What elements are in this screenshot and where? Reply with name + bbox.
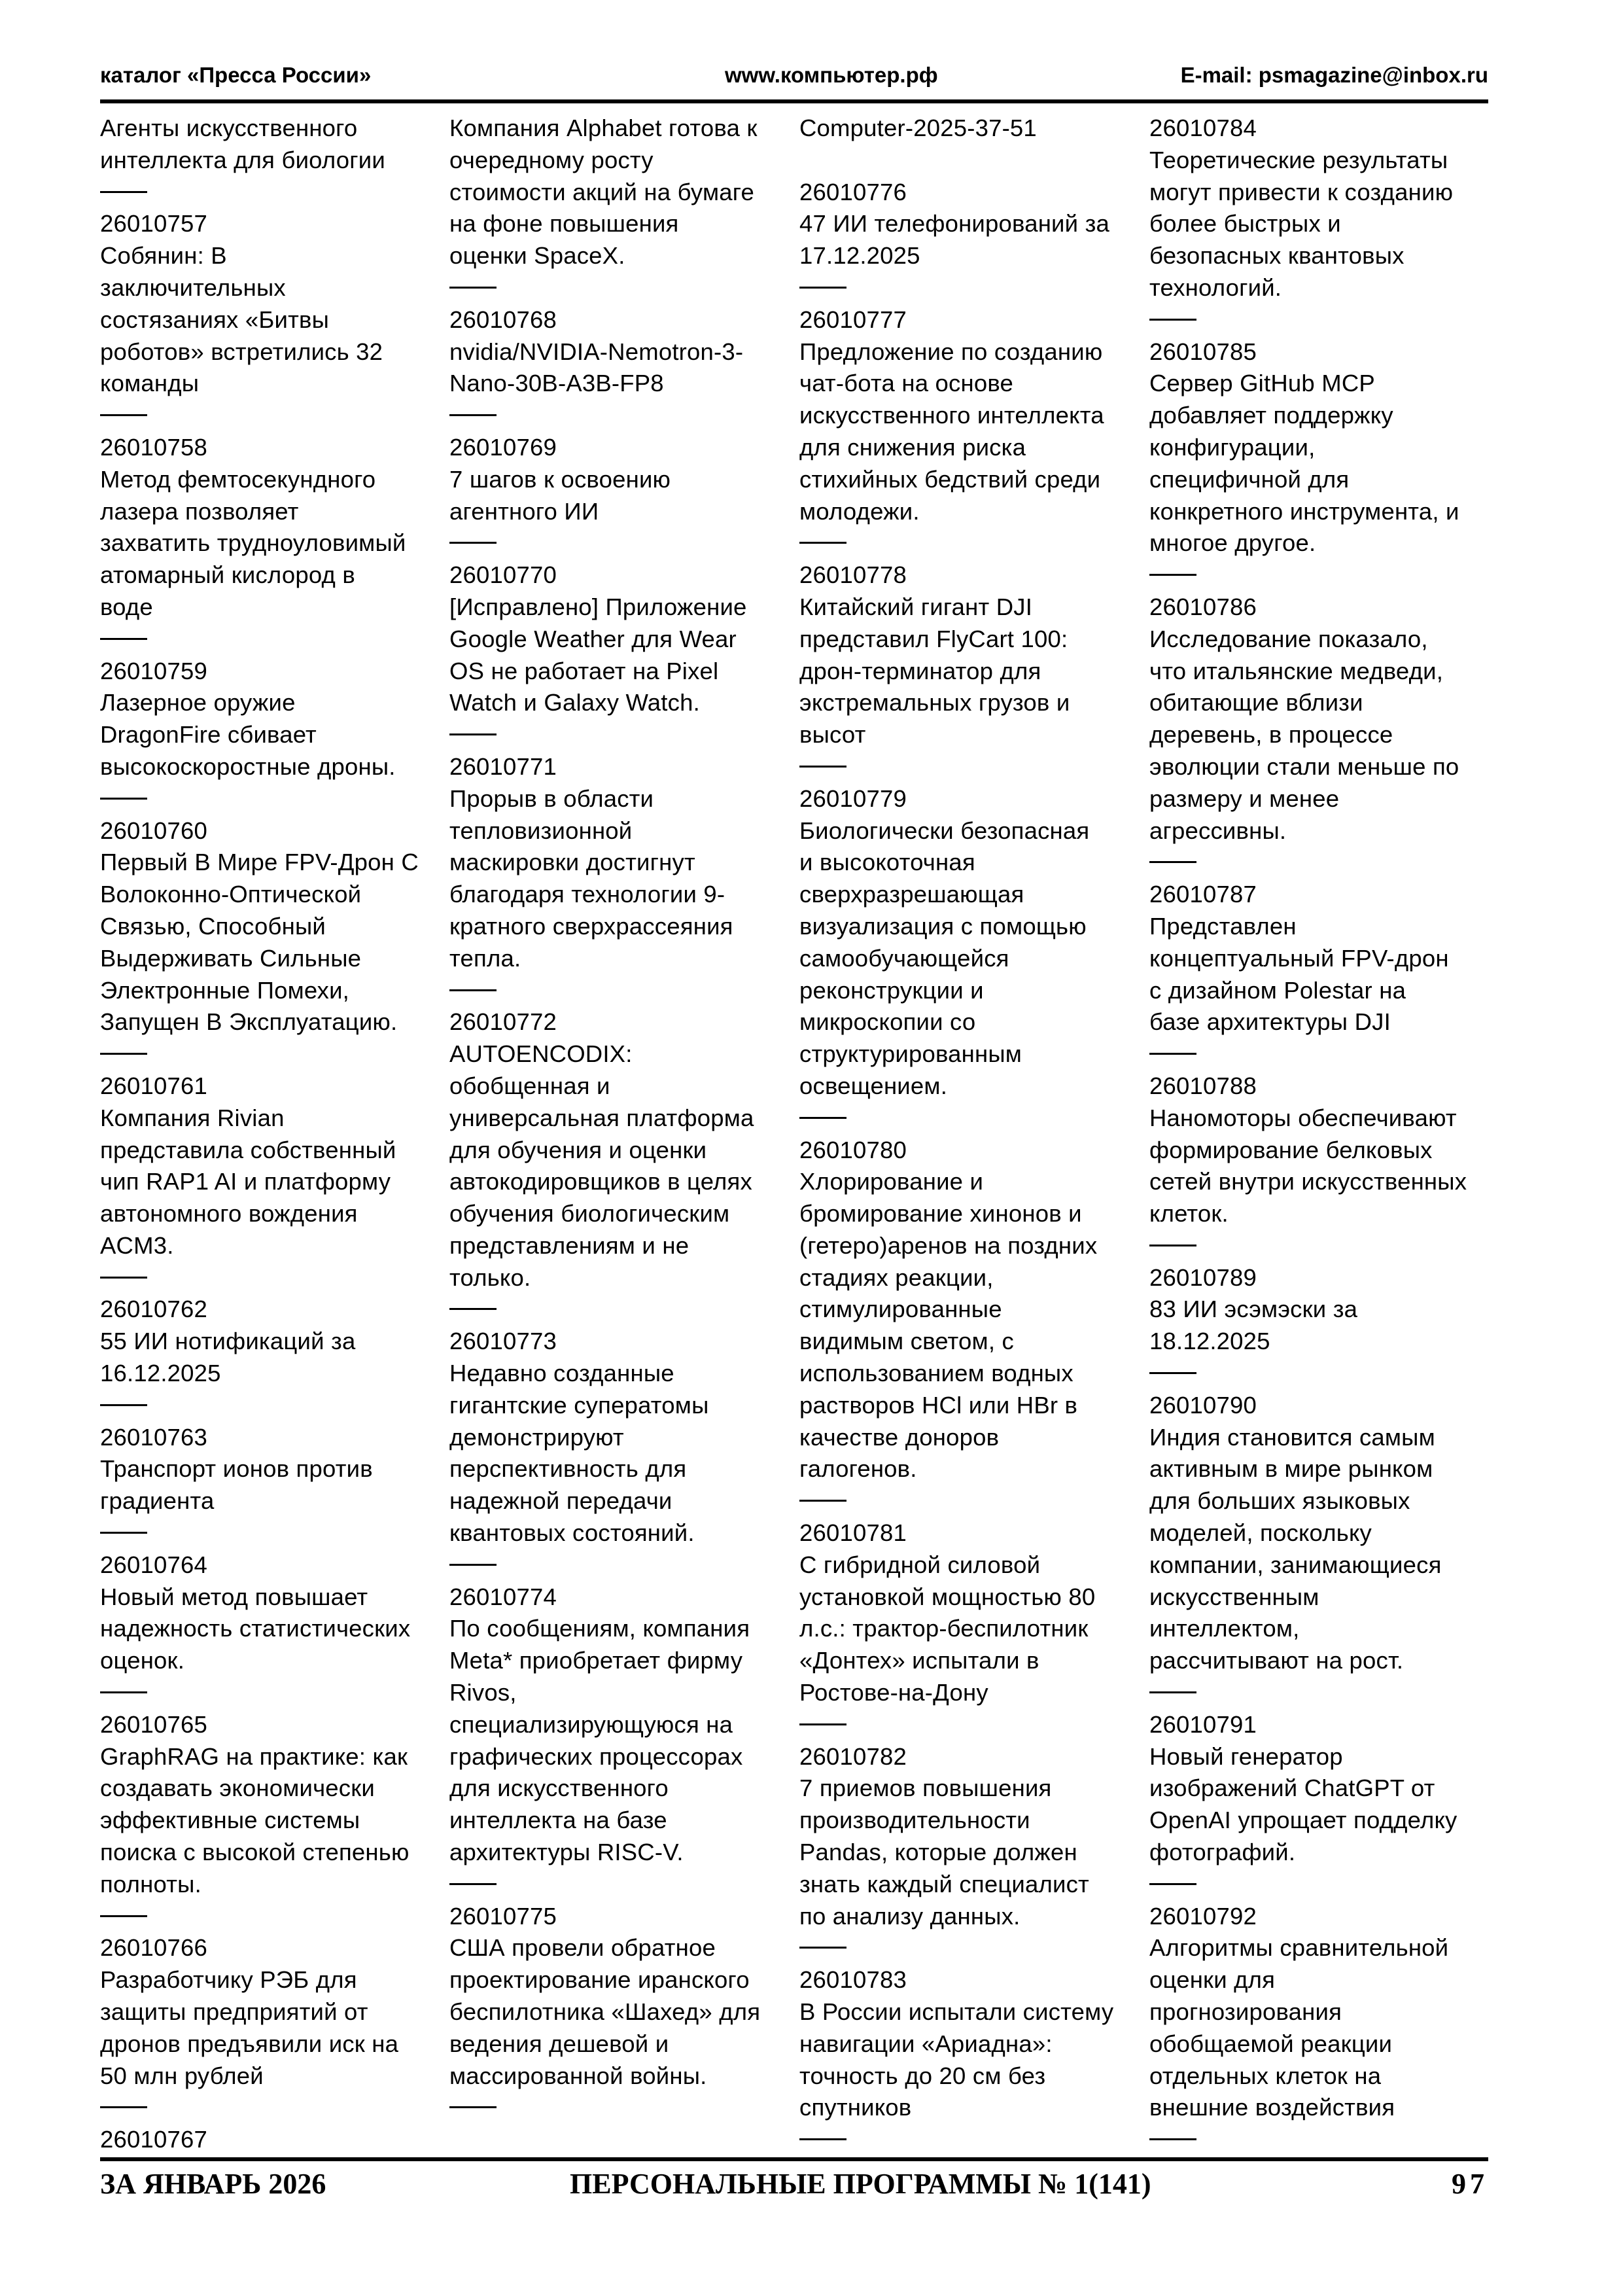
entry-text-line: качестве доноров <box>799 1423 1000 1451</box>
entry-text-line: представила собственный <box>100 1136 396 1163</box>
entry-id: 26010765 <box>100 1710 207 1738</box>
entry-text-line: Предложение по созданию <box>799 338 1103 365</box>
entry-text-line: Google Weather для Wear <box>449 625 737 652</box>
entry-text-line: полноты. <box>100 1870 201 1898</box>
entry-id: 26010761 <box>100 1072 207 1099</box>
entry-text-line: Лазерное оружие <box>100 689 296 716</box>
entry-text-line: на фоне повышения <box>449 210 679 238</box>
entry-text-line: автономного вождения <box>100 1200 358 1227</box>
entry-text-line: агрессивны. <box>1149 817 1287 844</box>
entry-text-line: США провели обратное <box>449 1934 716 1962</box>
entry-separator <box>799 1103 1133 1135</box>
entry-separator <box>449 975 783 1007</box>
entry-text-line: 16.12.2025 <box>100 1360 221 1387</box>
entry-separator <box>1149 847 1483 879</box>
entry-text-line: состязаниях «Битвы <box>100 306 330 333</box>
entry-text-line: Computer-2025-37-51 <box>799 115 1037 141</box>
entry-text-line: [Исправлено] Приложение <box>449 593 747 620</box>
entry-id: 26010783 <box>799 1966 907 1994</box>
entry-text-line: массированной войны. <box>449 2062 707 2089</box>
footer-rule <box>100 2157 1488 2161</box>
entry-text-line: OS не работает на Pixel <box>449 657 719 684</box>
entry-text-line: использованием водных <box>799 1360 1073 1387</box>
entry-text-line: Новый метод повышает <box>100 1583 368 1610</box>
entry-text-line: безопасных квантовых <box>1149 242 1405 270</box>
entry-text-line: В России испытали систему <box>799 1998 1114 2026</box>
entry-text-line: представлениям и не <box>449 1231 689 1259</box>
entry-text-line: эффективные системы <box>100 1807 360 1834</box>
entry-text-line: атомарный кислород в <box>100 561 355 589</box>
entry-text-line: микроскопии со <box>799 1008 976 1036</box>
entry-id: 26010760 <box>100 817 207 844</box>
entry-text-line: 50 млн рублей <box>100 2062 264 2089</box>
entry-text-line: Новый генератор <box>1149 1742 1343 1770</box>
entry-text-line: только. <box>449 1263 531 1291</box>
entry-separator <box>1149 1677 1483 1709</box>
entry-text-line: По сообщениям, компания <box>449 1615 750 1642</box>
entry-separator <box>100 2092 434 2124</box>
entry-text-line: видимым светом, с <box>799 1328 1014 1355</box>
entry-text-line: воде <box>100 593 153 620</box>
entry-text-line: DragonFire сбивает <box>100 721 317 749</box>
entry-id: 26010782 <box>799 1742 907 1770</box>
entry-separator <box>799 1709 1133 1741</box>
entry-text-line: «Донтех» испытали в <box>799 1647 1039 1674</box>
entry-id: 26010771 <box>449 752 557 780</box>
entry-text-line: AUTOENCODIX: <box>449 1040 633 1068</box>
entry-text-line: внешние воздействия <box>1149 2094 1395 2121</box>
entry-text-line: гигантские суператомы <box>449 1391 709 1419</box>
entry-text-line: чат-бота на основе <box>799 370 1014 397</box>
entry-text-line: Наномоторы обеспечивают <box>1149 1104 1457 1131</box>
entry-separator <box>1149 304 1483 336</box>
entry-text-line: С гибридной силовой <box>799 1551 1041 1578</box>
entry-text-line: команды <box>100 370 200 397</box>
entry-text-line: 7 приемов повышения <box>799 1775 1052 1802</box>
entry-text-line: высот <box>799 721 866 749</box>
column-1 <box>100 113 434 2156</box>
entry-text-line: моделей, поскольку <box>1149 1519 1372 1547</box>
entry-text-line: проектирование иранского <box>449 1966 750 1994</box>
entry-text-line: конкретного инструмента, и <box>1149 497 1459 525</box>
page-header <box>100 63 1488 94</box>
entry-text-line: благодаря технологии 9- <box>449 881 725 908</box>
entry-id: 26010768 <box>449 306 557 333</box>
entry-text-line: технологий. <box>1149 274 1282 301</box>
entry-text-line: Китайский гигант DJI <box>799 593 1033 620</box>
entry-id: 26010769 <box>449 433 557 461</box>
entry-text-line: обитающие вблизи <box>1149 689 1363 716</box>
entry-text-line: бромирование хинонов и <box>799 1200 1082 1227</box>
entry-separator <box>799 2124 1133 2156</box>
entry-separator <box>100 1677 434 1709</box>
entry-text-line: OpenAI упрощает подделку <box>1149 1807 1457 1834</box>
entry-text-line: тепловизионной <box>449 817 633 844</box>
entry-id: 26010776 <box>799 178 907 205</box>
entry-text-line: маскировки достигнут <box>449 849 695 876</box>
column-4 <box>1149 113 1483 2156</box>
entry-id: 26010758 <box>100 433 207 461</box>
entry-text-line: оценки SpaceX. <box>449 242 625 270</box>
entry-id: 26010775 <box>449 1902 557 1930</box>
entry-id: 26010779 <box>799 785 907 812</box>
entry-text-line: автокодировщиков в целях <box>449 1168 752 1195</box>
entry-text-line: сверхразрешающая <box>799 881 1024 908</box>
entry-id: 26010772 <box>449 1008 557 1036</box>
entry-text-line: 83 ИИ эсэмэски за <box>1149 1296 1358 1323</box>
entry-text-line: очередному росту <box>449 146 654 173</box>
entry-text-line: интеллектом, <box>1149 1615 1300 1642</box>
entry-text-line: искусственного интеллекта <box>799 402 1104 429</box>
entry-text-line: Компания Alphabet готова к <box>449 115 758 141</box>
entry-id: 26010764 <box>100 1551 207 1578</box>
entry-text-line: активным в мире рынком <box>1149 1455 1433 1483</box>
entry-text-line: самообучающейся <box>799 944 1009 972</box>
entry-text-line: для искусственного <box>449 1775 669 1802</box>
entry-text-line: галогенов. <box>799 1455 917 1483</box>
entry-text-line: производительности <box>799 1807 1030 1834</box>
entry-text-line: nvidia/NVIDIA-Nemotron-3- <box>449 338 744 365</box>
entry-separator <box>449 400 783 432</box>
entry-text-line: стоимости акций на бумаге <box>449 178 754 205</box>
entry-id: 26010759 <box>100 657 207 684</box>
entry-text-line: Представлен <box>1149 912 1297 940</box>
entry-text-line: реконструкции и <box>799 976 984 1004</box>
entry-text-line: демонстрируют <box>449 1423 624 1451</box>
entry-text-line: представил FlyCart 100: <box>799 625 1068 652</box>
entry-id: 26010777 <box>799 306 907 333</box>
footer-issue-date: ЗА ЯНВАРЬ 2026 <box>100 2168 326 2200</box>
entry-text-line: навигации «Ариадна»: <box>799 2030 1053 2057</box>
entry-text-line: Исследование показало, <box>1149 625 1428 652</box>
entry-text-line: графических процессорах <box>449 1742 743 1770</box>
entry-text-line: освещением. <box>799 1072 948 1099</box>
entry-text-line: дрон-терминатор для <box>799 657 1041 684</box>
entry-text-line: Волоконно-Оптической <box>100 881 362 908</box>
entry-text-line: с дизайном Polestar на <box>1149 976 1406 1004</box>
entry-text-line: интеллекта для биологии <box>100 146 385 173</box>
entry-id: 26010781 <box>799 1519 907 1547</box>
entry-text-line: интеллекта на базе <box>449 1807 667 1834</box>
entry-id: 26010789 <box>1149 1263 1257 1291</box>
entry-id: 26010792 <box>1149 1902 1257 1930</box>
entry-text-line: отдельных клеток на <box>1149 2062 1382 2089</box>
entry-text-line: растворов HCl или HBr в <box>799 1391 1078 1419</box>
page-number: 97 <box>1452 2168 1488 2200</box>
entry-text-line: Теоретические результаты <box>1149 146 1448 173</box>
header-email: E-mail: psmagazine@inbox.ru <box>1180 63 1488 87</box>
entry-text-line: Компания Rivian <box>100 1104 285 1131</box>
entry-id: 26010780 <box>799 1136 907 1163</box>
entry-text-line: роботов» встретились 32 <box>100 338 383 365</box>
entry-text-line: Meta* приобретает фирму <box>449 1647 743 1674</box>
entry-text-line: Разработчику РЭБ для <box>100 1966 357 1994</box>
entry-text-line: 55 ИИ нотификаций за <box>100 1328 356 1355</box>
entry-text-line: Pandas, которые должен <box>799 1839 1077 1866</box>
entry-separator <box>799 751 1133 783</box>
entry-text-line: Сервер GitHub MCP <box>1149 370 1375 397</box>
entry-text-line: градиента <box>100 1487 215 1515</box>
entry-text-line: Метод фемтосекундного <box>100 465 376 493</box>
entry-text-line: добавляет поддержку <box>1149 402 1393 429</box>
entry-text-line: обучения биологическим <box>449 1200 730 1227</box>
entry-text-line: Транспорт ионов против <box>100 1455 373 1483</box>
entry-text-line: размеру и менее <box>1149 785 1340 812</box>
entry-text-line: беспилотника «Шахед» для <box>449 1998 761 2026</box>
entry-text-line: 7 шагов к освоению <box>449 465 671 493</box>
entry-text-line: универсальная платформа <box>449 1104 754 1131</box>
entry-text-line: дронов предъявили иск на <box>100 2030 399 2057</box>
entry-text-line: сетей внутри искусственных <box>1149 1168 1467 1195</box>
entry-separator <box>1149 1230 1483 1262</box>
entry-text-line: для снижения риска <box>799 433 1026 461</box>
entry-text-line: стадиях реакции, <box>799 1263 994 1291</box>
entry-id: 26010762 <box>100 1296 207 1323</box>
entry-text-line: рассчитывают на рост. <box>1149 1647 1404 1674</box>
entry-text-line: эволюции стали меньше по <box>1149 752 1459 780</box>
entry-text-line: Прорыв в области <box>449 785 654 812</box>
entry-text-line: специфичной для <box>1149 465 1350 493</box>
entry-text-line: Nano-30B-A3B-FP8 <box>449 370 664 397</box>
article-columns <box>0 113 1623 2154</box>
entry-id: 26010784 <box>1149 115 1257 141</box>
entry-separator <box>1149 559 1483 592</box>
entry-text-line: ACM3. <box>100 1231 174 1259</box>
entry-id: 26010770 <box>449 561 557 589</box>
entry-id: 26010774 <box>449 1583 557 1610</box>
entry-separator <box>449 2092 783 2124</box>
entry-text-line: кратного сверхрассеяния <box>449 912 733 940</box>
entry-text-line: концептуальный FPV-дрон <box>1149 944 1449 972</box>
entry-text-line: Rivos, <box>449 1679 517 1706</box>
entry-id: 26010788 <box>1149 1072 1257 1099</box>
entry-text-line: фотографий. <box>1149 1839 1296 1866</box>
entry-separator <box>449 527 783 559</box>
entry-text-line: Связью, Способный <box>100 912 326 940</box>
entry-id: 26010791 <box>1149 1710 1257 1738</box>
entry-text-line: Ростове-на-Дону <box>799 1679 988 1706</box>
entry-text-line: Хлорирование и <box>799 1168 984 1195</box>
entry-text-line: что итальянские медведи, <box>1149 657 1444 684</box>
entry-id: 26010790 <box>1149 1391 1257 1419</box>
entry-text-line: установкой мощностью 80 <box>799 1583 1096 1610</box>
entry-id: 26010766 <box>100 1934 207 1962</box>
entry-separator <box>100 1038 434 1070</box>
entry-separator <box>100 1390 434 1422</box>
entry-text-line: Индия становится самым <box>1149 1423 1435 1451</box>
entry-separator <box>799 272 1133 304</box>
entry-text-line: конфигурации, <box>1149 433 1316 461</box>
entry-text-line: защиты предприятий от <box>100 1998 368 2026</box>
entry-id: 26010778 <box>799 561 907 589</box>
entry-separator <box>799 1485 1133 1517</box>
entry-text-line: экстремальных грузов и <box>799 689 1070 716</box>
column-3 <box>799 113 1133 2156</box>
entry-text-line: для обучения и оценки <box>449 1136 707 1163</box>
entry-text-line: искусственным <box>1149 1583 1319 1610</box>
entry-id: 26010785 <box>1149 338 1257 365</box>
entry-text-line: создавать экономически <box>100 1775 375 1802</box>
entry-text-line: 47 ИИ телефонирований за <box>799 210 1110 238</box>
entry-text-line: и высокоточная <box>799 849 975 876</box>
entry-separator <box>1149 1869 1483 1901</box>
entry-text-line: обобщенная и <box>449 1072 610 1099</box>
footer-magazine-title: ПЕРСОНАЛЬНЫЕ ПРОГРАММЫ № 1(141) <box>570 2168 1151 2200</box>
entry-separator <box>799 1932 1133 1964</box>
entry-text-line: Биологически безопасная <box>799 817 1090 844</box>
entry-text-line: 17.12.2025 <box>799 242 920 270</box>
entry-text-line: базе архитектуры DJI <box>1149 1008 1391 1036</box>
entry-separator <box>100 1901 434 1933</box>
entry-text-line: клеток. <box>1149 1200 1229 1227</box>
header-rule <box>100 99 1488 103</box>
entry-separator <box>449 1869 783 1901</box>
entry-separator <box>449 272 783 304</box>
entry-text-line: стимулированные <box>799 1296 1002 1323</box>
entry-text-line: Агенты искусственного <box>100 115 358 141</box>
entry-text-line: заключительных <box>100 274 286 301</box>
entry-text-line: молодежи. <box>799 497 920 525</box>
entry-text-line: (гетеро)аренов на поздних <box>799 1231 1098 1259</box>
entry-text-line: изображений ChatGPT от <box>1149 1775 1435 1802</box>
entry-text-line: многое другое. <box>1149 529 1316 557</box>
entry-text-line: деревень, в процессе <box>1149 721 1393 749</box>
entry-text-line: лазера позволяет <box>100 497 299 525</box>
entry-text-line: структурированным <box>799 1040 1022 1068</box>
entry-text-line: перспективность для <box>449 1455 687 1483</box>
entry-text-line: стихийных бедствий среди <box>799 465 1101 493</box>
entry-separator <box>100 177 434 209</box>
entry-text-line: квантовых состояний. <box>449 1519 695 1547</box>
entry-separator <box>799 527 1133 559</box>
entry-text-line: оценки для <box>1149 1966 1276 1994</box>
entry-id: 26010757 <box>100 210 207 238</box>
entry-text-line: высокоскоростные дроны. <box>100 752 396 780</box>
entry-text-line: визуализация с помощью <box>799 912 1087 940</box>
entry-text-line: чип RAP1 AI и платформу <box>100 1168 391 1195</box>
entry-separator <box>100 400 434 432</box>
entry-separator <box>449 719 783 751</box>
entry-separator <box>100 1517 434 1549</box>
entry-text-line: GraphRAG на практике: как <box>100 1742 408 1770</box>
entry-text-line: формирование белковых <box>1149 1136 1433 1163</box>
entry-text-line: спутников <box>799 2094 912 2121</box>
entry-text-line: Собянин: В <box>100 242 227 270</box>
entry-text-line: Алгоритмы сравнительной <box>1149 1934 1449 1962</box>
entry-text-line: 18.12.2025 <box>1149 1328 1270 1355</box>
entry-separator <box>1149 1038 1483 1070</box>
entry-text-line: Первый В Мире FPV-Дрон С <box>100 849 419 876</box>
entry-text-line: знать каждый специалист <box>799 1870 1089 1898</box>
entry-id: 26010787 <box>1149 881 1257 908</box>
entry-text-line: л.с.: трактор-беспилотник <box>799 1615 1089 1642</box>
entry-text-line: захватить трудноуловимый <box>100 529 406 557</box>
entry-text-line: более быстрых и <box>1149 210 1341 238</box>
page-footer <box>100 2167 1488 2206</box>
entry-text-line: поиска с высокой степенью <box>100 1839 410 1866</box>
entry-separator <box>1149 2124 1483 2156</box>
entry-id: 26010773 <box>449 1328 557 1355</box>
entry-text-line: по анализу данных. <box>799 1902 1021 1930</box>
entry-text-line: надежной передачи <box>449 1487 672 1515</box>
entry-text-line: оценок. <box>100 1647 185 1674</box>
entry-text-line: могут привести к созданию <box>1149 178 1454 205</box>
header-website: www.компьютер.рф <box>725 63 938 87</box>
entry-text-line: архитектуры RISC-V. <box>449 1839 684 1866</box>
entry-text-line: ведения дешевой и <box>449 2030 669 2057</box>
entry-text-line: агентного ИИ <box>449 497 599 525</box>
entry-separator <box>449 1294 783 1326</box>
header-catalog: каталог «Пресса России» <box>100 63 372 87</box>
column-2 <box>449 113 783 2124</box>
entry-text-line: компании, занимающиеся <box>1149 1551 1442 1578</box>
entry-text-line: тепла. <box>449 944 521 972</box>
entry-separator <box>100 1262 434 1294</box>
entry-separator <box>100 783 434 815</box>
entry-id: 26010767 <box>100 2126 207 2153</box>
entry-id: 26010763 <box>100 1423 207 1451</box>
entry-text-line: прогнозирования <box>1149 1998 1342 2026</box>
entry-separator <box>1149 1358 1483 1390</box>
entry-id: 26010786 <box>1149 593 1257 620</box>
entry-text-line: надежность статистических <box>100 1615 411 1642</box>
entry-text-line: Недавно созданные <box>449 1360 674 1387</box>
entry-text-line: для больших языковых <box>1149 1487 1410 1515</box>
entry-text-line: точность до 20 см без <box>799 2062 1046 2089</box>
entry-text-line: Watch и Galaxy Watch. <box>449 689 700 716</box>
entry-text-line: обобщаемой реакции <box>1149 2030 1393 2057</box>
entry-text-line: Запущен В Эксплуатацию. <box>100 1008 398 1036</box>
blank-line <box>799 145 1133 177</box>
entry-text-line: Электронные Помехи, <box>100 976 350 1004</box>
entry-text-line: Выдерживать Сильные <box>100 944 362 972</box>
entry-separator <box>449 1549 783 1581</box>
entry-text-line: специализирующуюся на <box>449 1710 733 1738</box>
entry-separator <box>100 624 434 656</box>
